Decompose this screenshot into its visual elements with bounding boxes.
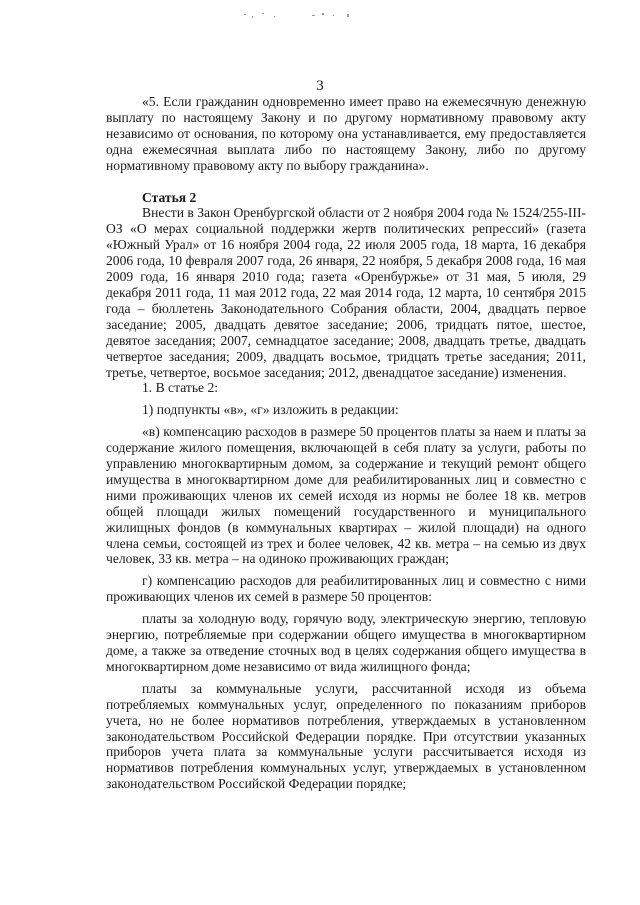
article-2-heading: Статья 2 [142,189,197,205]
document-body [106,94,586,792]
paragraph-subsection-1: 1) подпункты «в», «г» изложить в редакции: [142,402,399,418]
paragraph-item-g: г) компенсацию расходов для реабилитированных лиц и совместно с ними проживающих членов их семей в размере 50 процентов: [106,573,586,605]
page-number: 3 [316,78,324,94]
scan-artifact-marks [0,10,640,22]
paragraph-article1-item5: «5. Если гражданин одновременно имеет право на ежемесячную денежную выплату по настоящему Закону и по другому нормативному правовому акту независимо от основания, по которому она устанавливается, ему предоставляется одна ежемесячная выплата либо по настоящему Закону, либо по другому нормативному правовому акту по выбору гражданина». [106,94,586,173]
paragraph-utilities-metered: платы за коммунальные услуги, рассчитанной исходя из объема потребляемых коммунальных услуг, определенного по показаниям приборов учета, но не более нормативов потребления, утверждаемых в установленном законодательством Российской Федерации порядке. При отсутствии указанных приборов учета плата за коммунальные услуги рассчитывается исходя из нормативов потребления коммунальных услуг, утверждаемых в установленном законодательством Российской Федерации порядке; [106,680,586,792]
paragraph-item-v: «в) компенсацию расходов в размере 50 процентов платы за наем и платы за содержание жилого помещения, включающей в себя плату за услуги, работы по управлению многоквартирным домом, за содержание и текущий ремонт общего имущества в многоквартирном доме для реабилитированных лиц и совместно с ними проживающих членов их семей исходя из нормы не более 18 кв. метров общей площади жилых помещений государственного и муниципального жилищных фондов (в коммунальных квартирах – жилой площади) на одного члена семьи, состоящей из трех и более человек, 42 кв. метра – на семью из двух человек, 33 кв. метра – на одиноко проживающих граждан; [106,424,586,567]
paragraph-article2-intro: Внести в Закон Оренбургской области от 2 ноября 2004 года № 1524/255-III-ОЗ «О мерах социальной поддержки жертв политических репрессий» (газета «Южный Урал» от 16 ноября 2004 года, 22 июля 2005 года, 18 марта, 16 декабря 2006 года, 10 февраля 2007 года, 26 января, 22 ноября, 5 декабря 2008 года, 16 мая 2009 года, 16 января 2010 года; газета «Оренбуржье» от 31 мая, 5 июля, 29 декабря 2011 года, 11 мая 2012 года, 22 мая 2014 года, 12 марта, 10 сентября 2015 года – бюллетень Законодательного Собрания области, 2004, двадцать первое заседание; 2005, двадцать девятое заседание; 2006, тридцать пятое, шестое, девятое заседания; 2007, семнадцатое заседание; 2008, двадцать третье, двадцать четвертое заседания; 2009, двадцать восьмое, тридцать третье заседания; 2011, третье, четвертое, восьмое заседания; 2012, двенадцатое заседание) изменения. [106,205,586,380]
paragraph-section-1: 1. В статье 2: [142,380,219,396]
paragraph-utilities-common: платы за холодную воду, горячую воду, электрическую энергию, тепловую энергию, потребляемые при содержании общего имущества в многоквартирном доме, а также за отведение сточных вод в целях содержания общего имущества в многоквартирном доме независимо от вида жилищного фонда; [106,611,586,674]
